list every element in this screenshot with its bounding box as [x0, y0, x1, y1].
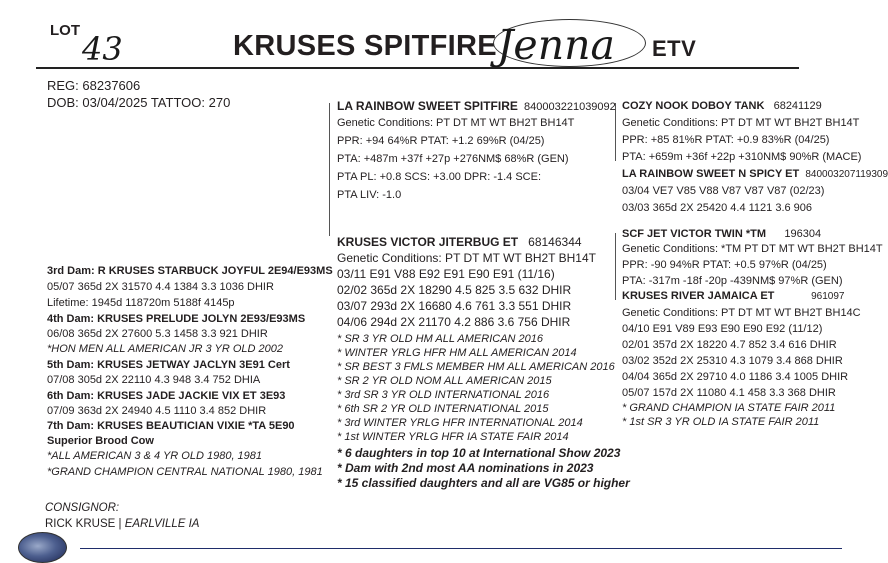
dam-highlight: * 15 classified daughters and all are VG85 or higher: [337, 476, 630, 490]
dam-dam-line: 02/01 357d 2X 18220 4.7 852 3.4 616 DHIR: [622, 339, 837, 351]
sixth-dam-name: 6th Dam: KRUSES JADE JACKIE VIX ET 3E93: [47, 390, 286, 402]
animal-name-suffix: ETV: [652, 36, 697, 61]
dam-line: Genetic Conditions: PT DT MT WT BH2T BH14T: [337, 251, 596, 265]
consignor-label: CONSIGNOR:: [45, 502, 120, 514]
sire-dam-block: [622, 167, 888, 215]
registration-number: REG: 68237606: [47, 78, 141, 93]
dam-sire-line: PPR: -90 94%R PTAT: +0.5 97%R (04/25): [622, 259, 827, 271]
dam-dam-line: Genetic Conditions: PT DT MT WT BH2T BH14C: [622, 307, 861, 319]
sire-dam-reg: 840003207119309: [805, 169, 888, 180]
dam-dam-line: 04/10 E91 V89 E93 E90 E90 E92 (11/12): [622, 323, 823, 335]
third-dam-line: Lifetime: 1945d 118720m 5188f 4145p: [47, 297, 235, 309]
dam-highlight: * Dam with 2nd most AA nominations in 2023: [337, 461, 594, 475]
dam-award: * 3rd WINTER YRLG HFR INTERNATIONAL 2014: [337, 417, 583, 429]
sale-logo: [18, 532, 67, 563]
dam-dam-name: KRUSES RIVER JAMAICA ET: [622, 290, 775, 302]
dam-dam-block: [622, 289, 861, 429]
dam-dam-award: * GRAND CHAMPION IA STATE FAIR 2011: [622, 402, 836, 414]
sire-sire-line: PTA: +659m +36f +22p +310NM$ 90%R (MACE): [622, 151, 862, 163]
dam-award: * SR 3 YR OLD HM ALL AMERICAN 2016: [337, 333, 544, 345]
lot-label: LOT: [50, 22, 80, 39]
sixth-dam-line: 07/09 363d 2X 24940 4.5 1110 3.4 852 DHIR: [47, 405, 267, 417]
fourth-dam-line: 06/08 365d 2X 27600 5.3 1458 3.3 921 DHIR: [47, 328, 268, 340]
third-dam-name: 3rd Dam: R KRUSES STARBUCK JOYFUL 2E94/E93MS: [47, 265, 333, 277]
dam-sire-line: PTA: -317m -18f -20p -439NM$ 97%R (GEN): [622, 275, 843, 287]
third-dam-line: 05/07 365d 2X 31570 4.4 1384 3.3 1036 DHIR: [47, 281, 274, 293]
dam-line: 04/06 294d 2X 21170 4.2 886 3.6 756 DHIR: [337, 315, 571, 329]
footer-divider: [80, 548, 842, 549]
sire-line: Genetic Conditions: PT DT MT WT BH2T BH14T: [337, 117, 575, 129]
sire-reg: 840003221039092: [524, 101, 616, 113]
sire-sire-line: Genetic Conditions: PT DT MT WT BH2T BH14T: [622, 117, 860, 129]
dam-award: * SR BEST 3 FMLS MEMBER HM ALL AMERICAN 2016: [337, 361, 615, 373]
seventh-dam-note: *GRAND CHAMPION CENTRAL NATIONAL 1980, 1981: [47, 466, 323, 478]
dam-highlight: * 6 daughters in top 10 at International Show 2023: [337, 446, 621, 460]
dam-sire-name: SCF JET VICTOR TWIN *TM: [622, 228, 767, 240]
consignor-separator: |: [115, 518, 125, 530]
dam-name: KRUSES VICTOR JITERBUG ET: [337, 235, 519, 249]
dam-award: * SR 2 YR OLD NOM ALL AMERICAN 2015: [337, 375, 552, 387]
seventh-dam-name: 7th Dam: KRUSES BEAUTICIAN VIXIE *TA 5E90: [47, 420, 295, 432]
sire-name: LA RAINBOW SWEET SPITFIRE: [337, 99, 518, 113]
fourth-dam-note: *HON MEN ALL AMERICAN JR 3 YR OLD 2002: [47, 343, 283, 355]
dam-dam-line: 04/04 365d 2X 29710 4.0 1186 3.4 1005 DHIR: [622, 371, 849, 383]
dam-award: * 3rd SR 3 YR OLD INTERNATIONAL 2016: [337, 389, 550, 401]
dam-sire-block: [622, 227, 883, 288]
dam-sire-reg: 196304: [784, 228, 822, 240]
dam-award: * 1st WINTER YRLG HFR IA STATE FAIR 2014: [337, 431, 569, 443]
dam-line: 03/11 E91 V88 E92 E91 E90 E91 (11/16): [337, 267, 555, 281]
sire-sire-line: PPR: +85 81%R PTAT: +0.9 83%R (04/25): [622, 134, 830, 146]
sire-sire-block: [622, 99, 861, 164]
animal-name: KRUSES SPITFIRE: [233, 30, 497, 62]
sire-line: PPR: +94 64%R PTAT: +1.2 69%R (04/25): [337, 135, 545, 147]
dam-dam-reg: 961097: [811, 291, 845, 302]
sire-dam-name: LA RAINBOW SWEET N SPICY ET: [622, 168, 800, 180]
seventh-dam-note: *ALL AMERICAN 3 & 4 YR OLD 1980, 1981: [47, 450, 263, 462]
sire-line: PTA PL: +0.8 SCS: +3.00 DPR: -1.4 SCE:: [337, 171, 542, 183]
pedigree-line-sire: [329, 103, 330, 236]
sire-sire-reg: 68241129: [773, 100, 822, 112]
dam-reg: 68146344: [528, 235, 582, 249]
animal-name-script: Jenna: [497, 21, 615, 69]
dam-dam-award: * 1st SR 3 YR OLD IA STATE FAIR 2011: [622, 416, 820, 428]
header-divider: [36, 67, 799, 69]
sire-dam-line: 03/03 365d 2X 25420 4.4 1121 3.6 906: [622, 202, 813, 214]
consignor-info: [45, 518, 199, 530]
dam-award: * WINTER YRLG HFR HM ALL AMERICAN 2014: [337, 347, 577, 359]
dam-award: * 6th SR 2 YR OLD INTERNATIONAL 2015: [337, 403, 549, 415]
dob-tattoo: DOB: 03/04/2025 TATTOO: 270: [47, 95, 231, 110]
consignor-name: RICK KRUSE: [45, 518, 116, 530]
seventh-dam-subtitle: Superior Brood Cow: [47, 435, 154, 447]
sire-line: PTA LIV: -1.0: [337, 189, 402, 201]
fourth-dam-name: 4th Dam: KRUSES PRELUDE JOLYN 2E93/E93MS: [47, 313, 306, 325]
fifth-dam-name: 5th Dam: KRUSES JETWAY JACLYN 3E91 Cert: [47, 359, 290, 371]
dam-line: 03/07 293d 2X 16680 4.6 761 3.3 551 DHIR: [337, 299, 572, 313]
sire-sire-name: COZY NOOK DOBOY TANK: [622, 100, 765, 112]
fifth-dam-line: 07/08 305d 2X 22110 4.3 948 3.4 752 DHIA: [47, 374, 261, 386]
consignor-location: EARLVILLE IA: [124, 518, 200, 530]
sire-dam-line: 03/04 VE7 V85 V88 V87 V87 V87 (02/23): [622, 185, 825, 197]
dam-block: [337, 235, 630, 491]
dam-dam-line: 03/02 352d 2X 25310 4.3 1079 3.4 868 DHIR: [622, 355, 843, 367]
maternal-line-block: [47, 264, 333, 479]
lot-number: 43: [82, 30, 123, 68]
sire-block: [337, 99, 616, 202]
dam-dam-line: 05/07 157d 2X 11080 4.1 458 3.3 368 DHIR: [622, 387, 836, 399]
sire-line: PTA: +487m +37f +27p +276NM$ 68%R (GEN): [337, 153, 569, 165]
dam-line: 02/02 365d 2X 18290 4.5 825 3.5 632 DHIR: [337, 283, 572, 297]
dam-sire-line: Genetic Conditions: *TM PT DT MT WT BH2T BH14T: [622, 243, 883, 255]
